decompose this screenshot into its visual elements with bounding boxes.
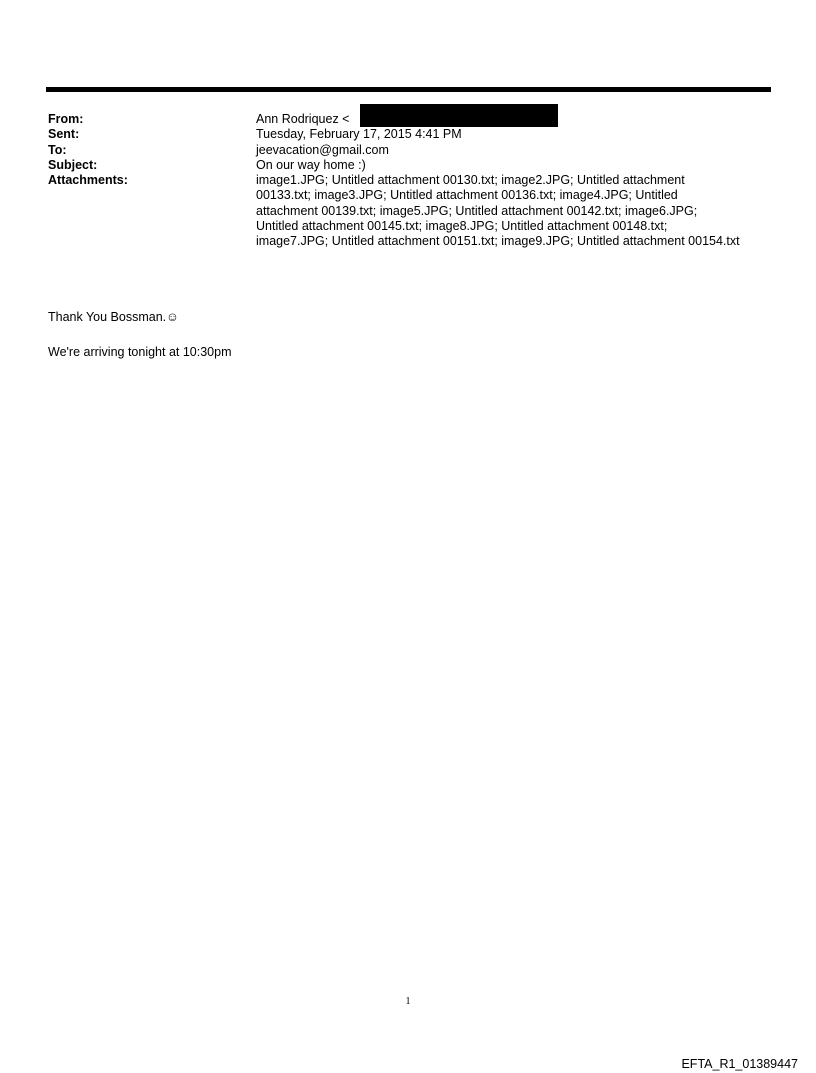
sent-label: Sent: bbox=[48, 127, 80, 142]
subject-value: On our way home :) bbox=[256, 157, 366, 172]
body-line: We're arriving tonight at 10:30pm bbox=[48, 345, 232, 359]
attachments-line: image1.JPG; Untitled attachment 00130.txt; image2.JPG; Untitled attachment bbox=[256, 173, 685, 188]
to-value: jeevacation@gmail.com bbox=[256, 142, 389, 157]
document-id: EFTA_R1_01389447 bbox=[681, 1057, 798, 1071]
email-header bbox=[48, 112, 772, 250]
sent-value: Tuesday, February 17, 2015 4:41 PM bbox=[256, 127, 462, 142]
from-value bbox=[256, 112, 772, 127]
from-label: From: bbox=[48, 112, 84, 126]
attachments-line: 00133.txt; image3.JPG; Untitled attachment 00136.txt; image4.JPG; Untitled bbox=[256, 188, 678, 203]
header-divider bbox=[46, 87, 771, 92]
attachments-row bbox=[48, 173, 772, 249]
redaction-box bbox=[360, 104, 558, 127]
attachments-line: attachment 00139.txt; image5.JPG; Untitled attachment 00142.txt; image6.JPG; bbox=[256, 203, 698, 218]
body-line: Thank You Bossman.☺ bbox=[48, 310, 179, 324]
subject-row bbox=[48, 158, 772, 173]
email-body bbox=[48, 310, 772, 380]
sent-row bbox=[48, 127, 772, 142]
to-row bbox=[48, 143, 772, 158]
page-number: 1 bbox=[405, 996, 411, 1007]
from-name: Ann Rodriquez < bbox=[256, 112, 350, 126]
to-label: To: bbox=[48, 142, 67, 157]
subject-label: Subject: bbox=[48, 157, 98, 172]
attachments-label: Attachments: bbox=[48, 173, 128, 188]
attachments-line: image7.JPG; Untitled attachment 00151.txt; image9.JPG; Untitled attachment 00154.txt bbox=[256, 234, 740, 249]
attachments-line: Untitled attachment 00145.txt; image8.JPG; Untitled attachment 00148.txt; bbox=[256, 219, 668, 234]
attachments-value bbox=[256, 173, 772, 249]
from-row bbox=[48, 112, 772, 127]
